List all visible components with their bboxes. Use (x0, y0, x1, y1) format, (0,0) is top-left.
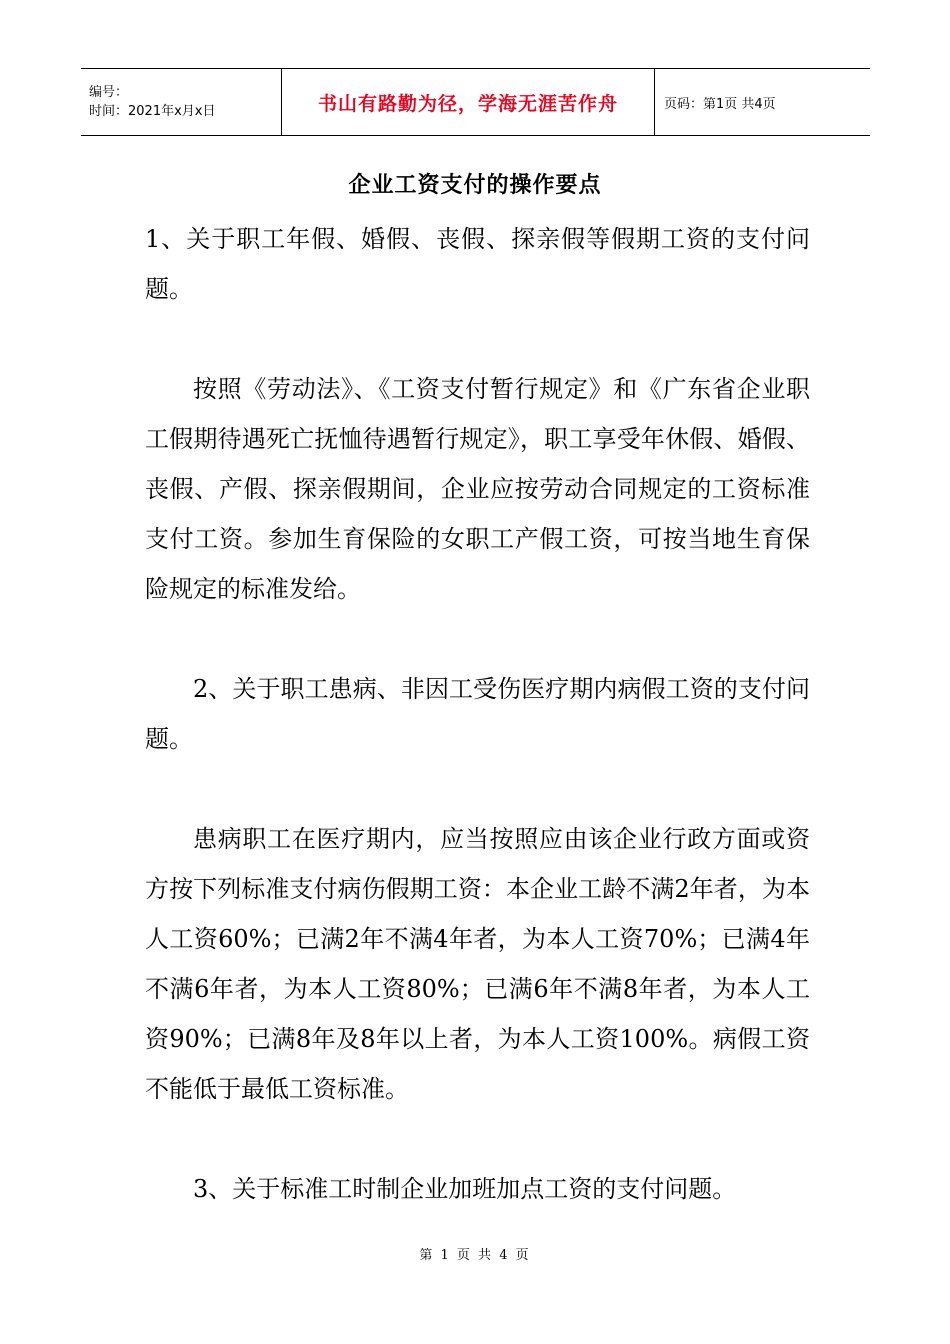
paragraph-section-3-heading: 3、关于标准工时制企业加班加点工资的支付问题。 (193, 1175, 737, 1203)
paragraph-section-1-heading: 1、关于职工年假、婚假、丧假、探亲假等假期工资的支付问题。 (145, 225, 810, 303)
header-motto-cell (281, 69, 655, 135)
page-info-text: 页码：第1页 共4页 (664, 96, 776, 112)
paragraph-section-2-heading: 2、关于职工患病、非因工受伤医疗期内病假工资的支付问题。 (145, 675, 810, 753)
header-page-info (655, 69, 870, 135)
page-footer: 第 1 页 共 4 页 (419, 1248, 531, 1263)
paragraph-section-2-body: 患病职工在医疗期内，应当按照应由该企业行政方面或资方按下列标准支付病伤假期工资：本企业工龄不满2年者，为本人工资60%；已满2年不满4年者，为本人工资70%；已满4年不满6年者，为本人工资80%；已满6年不满8年者，为本人工资90%；已满8年及8年以上者，为本人工资100%。病假工资不能低于最低工资标准。 (145, 825, 810, 1103)
paragraph-section-1-body: 按照《劳动法》、《工资支付暂行规定》和《广东省企业职工假期待遇死亡抚恤待遇暂行规定》，职工享受年休假、婚假、丧假、产假、探亲假期间，企业应按劳动合同规定的工资标准支付工资。参加生育保险的女职工产假工资，可按当地生育保险规定的标准发给。 (145, 375, 810, 603)
time-label: 时间：2021年x月x日 (89, 104, 216, 119)
document-body (145, 214, 810, 1214)
serial-label: 编号： (89, 85, 129, 100)
motto-text: 书山有路勤为径，学海无涯苦作舟 (317, 92, 618, 115)
document-title: 企业工资支付的操作要点 (348, 172, 602, 198)
page-header (81, 68, 870, 136)
header-meta (81, 69, 281, 135)
